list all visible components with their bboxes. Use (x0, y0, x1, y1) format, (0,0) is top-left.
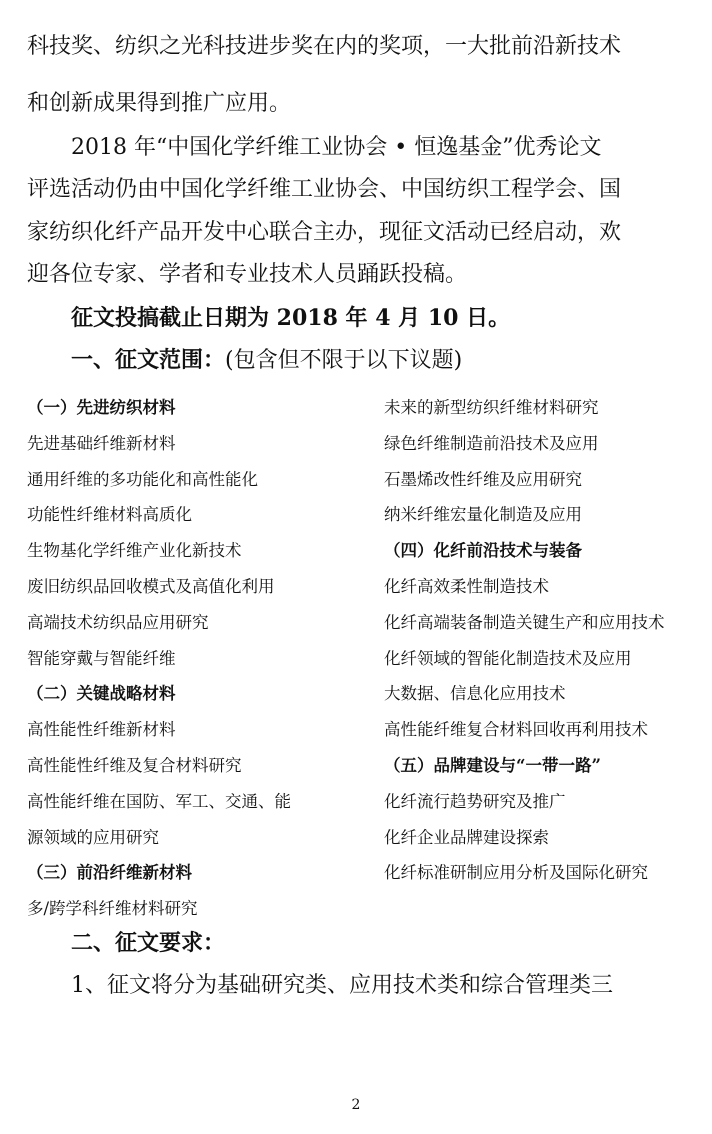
deadline-line: 征文投搞截止日期为 2018 年 4 月 10 日。 (71, 305, 511, 331)
topic-item: 生物基化学纤维产业化新技术 (27, 541, 242, 561)
section-title (27, 342, 687, 379)
topic-item: 智能穿戴与智能纤维 (27, 648, 176, 668)
topic-item: 高性能性纤维新材料 (27, 720, 176, 740)
topic-item: 多/跨学科纤维材料研究 (27, 899, 198, 919)
topic-item: 废旧纺织品回收模式及高值化利用 (27, 576, 275, 596)
topic-item: 高性能性纤维及复合材料研究 (27, 755, 242, 775)
paragraph-line: 评选活动仍由中国化学纤维工业协会、中国纺织工程学会、国 (27, 177, 622, 202)
topic-item: 通用纤维的多功能化和高性能化 (27, 469, 258, 489)
topic-heading: （五）品牌建设与“一带一路” (384, 755, 601, 775)
section-title-text: 一、征文范围： (71, 347, 226, 373)
section-title: 二、征文要求： (71, 930, 226, 956)
topic-item: 功能性纤维材料高质化 (27, 505, 192, 525)
section-note: (包含但不限于以下议题) (225, 348, 463, 373)
topic-item: 化纤流行趋势研究及推广 (384, 791, 566, 811)
topic-item: 高性能纤维在国防、军工、交通、能 (27, 791, 291, 811)
topic-heading: （二）关键战略材料 (27, 684, 176, 704)
paragraph-line: 1、征文将分为基础研究类、应用技术类和综合管理类三 (71, 973, 613, 998)
paragraph-line: 家纺织化纤产品开发中心联合主办，现征文活动已经启动，欢 (27, 220, 622, 245)
topic-heading: （三）前沿纤维新材料 (27, 863, 192, 883)
topic-item: 先进基础纤维新材料 (27, 433, 176, 453)
topic-item: 绿色纤维制造前沿技术及应用 (384, 433, 599, 453)
paragraph-line: 科技奖、纺织之光科技进步奖在内的奖项，一大批前沿新技术 (27, 34, 622, 59)
topic-heading: （四）化纤前沿技术与装备 (384, 541, 582, 561)
topic-item: 化纤高端装备制造关键生产和应用技术 (384, 612, 665, 632)
topic-item: 高性能纤维复合材料回收再利用技术 (384, 720, 648, 740)
topic-item: 石墨烯改性纤维及应用研究 (384, 469, 582, 489)
paragraph-line: 迎各位专家、学者和专业技术人员踊跃投稿。 (27, 262, 468, 287)
topic-item: 化纤高效柔性制造技术 (384, 576, 549, 596)
topic-item: 化纤标准研制应用分析及国际化研究 (384, 863, 648, 883)
topics-left-column (27, 390, 291, 927)
topic-heading: （一）先进纺织材料 (27, 398, 176, 417)
topic-item: 纳米纤维宏量化制造及应用 (384, 505, 582, 525)
topic-item: 化纤领域的智能化制造技术及应用 (384, 648, 632, 668)
topic-item: 源领域的应用研究 (27, 827, 159, 847)
page-number: 2 (351, 1097, 361, 1113)
paragraph-line: 2018 年“中国化学纤维工业协会 • 恒逸基金”优秀论文 (71, 135, 602, 160)
topic-item: 未来的新型纺织纤维材料研究 (384, 398, 599, 417)
topic-item: 高端技术纺织品应用研究 (27, 612, 209, 632)
paragraph-line: 和创新成果得到推广应用。 (27, 91, 292, 116)
topic-item: 化纤企业品牌建设探索 (384, 827, 549, 847)
topics-right-column (384, 390, 665, 891)
topic-item: 大数据、信息化应用技术 (384, 684, 566, 704)
